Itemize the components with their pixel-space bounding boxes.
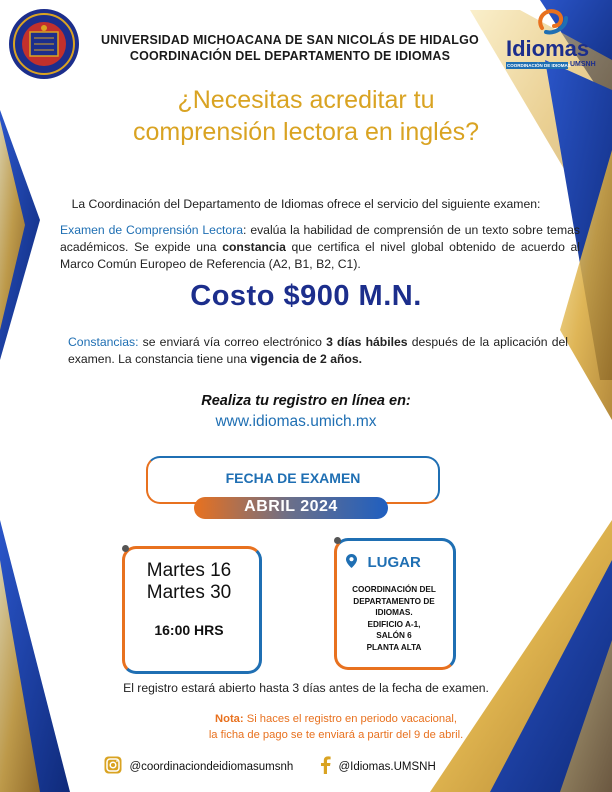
place-line: SALÓN 6 bbox=[376, 631, 412, 641]
place-line: DEPARTAMENTO DE bbox=[353, 596, 435, 606]
place-address bbox=[334, 584, 454, 654]
place-heading bbox=[346, 554, 446, 572]
dates-card-dot bbox=[122, 545, 129, 552]
registration-url-link[interactable]: www.idiomas.umich.mx bbox=[215, 413, 377, 430]
facebook-handle-text: @Idiomas.UMSNH bbox=[338, 761, 436, 773]
intro-text: La Coordinación del Departamento de Idiomas ofrece el servicio del siguiente examen: bbox=[71, 197, 541, 211]
registration-prompt: Realiza tu registro en línea en: bbox=[201, 393, 411, 409]
department-name: COORDINACIÓN DEL DEPARTAMENTO DE IDIOMAS bbox=[129, 49, 451, 63]
place-heading-text: LUGAR bbox=[367, 554, 421, 571]
place-line: PLANTA ALTA bbox=[366, 642, 422, 652]
instagram-handle[interactable] bbox=[104, 756, 293, 775]
date-day-1: Martes 16 bbox=[146, 560, 232, 581]
idiomas-logo-text: Idiomas bbox=[506, 36, 590, 61]
vacation-note: Nota: Si haces el registro en periodo vacacional, la ficha de pago se te enviará a partir del 9 de abril. bbox=[208, 713, 464, 741]
date-day-2: Martes 30 bbox=[146, 582, 232, 603]
exam-month: ABRIL 2024 bbox=[244, 498, 338, 515]
place-line: COORDINACIÓN DEL bbox=[352, 585, 436, 594]
university-seal-logo bbox=[8, 8, 80, 80]
place-line: EDIFICIO A-1, bbox=[367, 619, 421, 629]
exam-cost: Costo $900 M.N. bbox=[190, 280, 422, 312]
facebook-handle[interactable] bbox=[318, 756, 436, 775]
idiomas-logo-suffix: UMSNH bbox=[570, 61, 596, 68]
university-name: UNIVERSIDAD MICHOACANA DE SAN NICOLÁS DE HIDALGO bbox=[101, 33, 479, 47]
idiomas-logo-subtext: COORDINACIÓN DE IDIOMAS bbox=[507, 63, 571, 68]
title-line-2: comprensión lectora en inglés? bbox=[132, 118, 480, 146]
idiomas-logo bbox=[504, 6, 604, 72]
exam-time: 16:00 HRS bbox=[154, 622, 224, 638]
registration-window-note: El registro estará abierto hasta 3 días antes de la fecha de examen. bbox=[123, 681, 489, 695]
title-line-1: ¿Necesitas acreditar tu bbox=[177, 86, 435, 114]
exam-date-heading: FECHA DE EXAMEN bbox=[225, 470, 361, 486]
map-pin-icon bbox=[346, 554, 357, 568]
facebook-icon bbox=[318, 756, 332, 774]
constancias-label: Constancias: bbox=[68, 335, 139, 349]
constancias-text: Constancias: se enviará vía correo electrónico 3 días hábiles después de la aplicación del examen. La constancia tiene una vigencia de 2 años. bbox=[68, 335, 569, 366]
instagram-handle-text: @coordinaciondeidiomasumsnh bbox=[129, 761, 294, 773]
place-card-dot bbox=[334, 537, 341, 544]
instagram-icon bbox=[104, 756, 122, 774]
note-label: Nota: bbox=[215, 713, 244, 725]
exam-name: Examen de Comprensión Lectora bbox=[60, 223, 244, 237]
exam-description: Examen de Comprensión Lectora: evalúa la habilidad de comprensión de un texto sobre temas académicos. Se expide una constancia que certifica el nivel global obtenido de acuerdo al Marco Común Europeo de Referencia (A2, B1, B2, C1). bbox=[60, 223, 580, 271]
place-line: IDIOMAS. bbox=[375, 608, 413, 618]
idiomas-swirl-icon bbox=[532, 6, 572, 36]
